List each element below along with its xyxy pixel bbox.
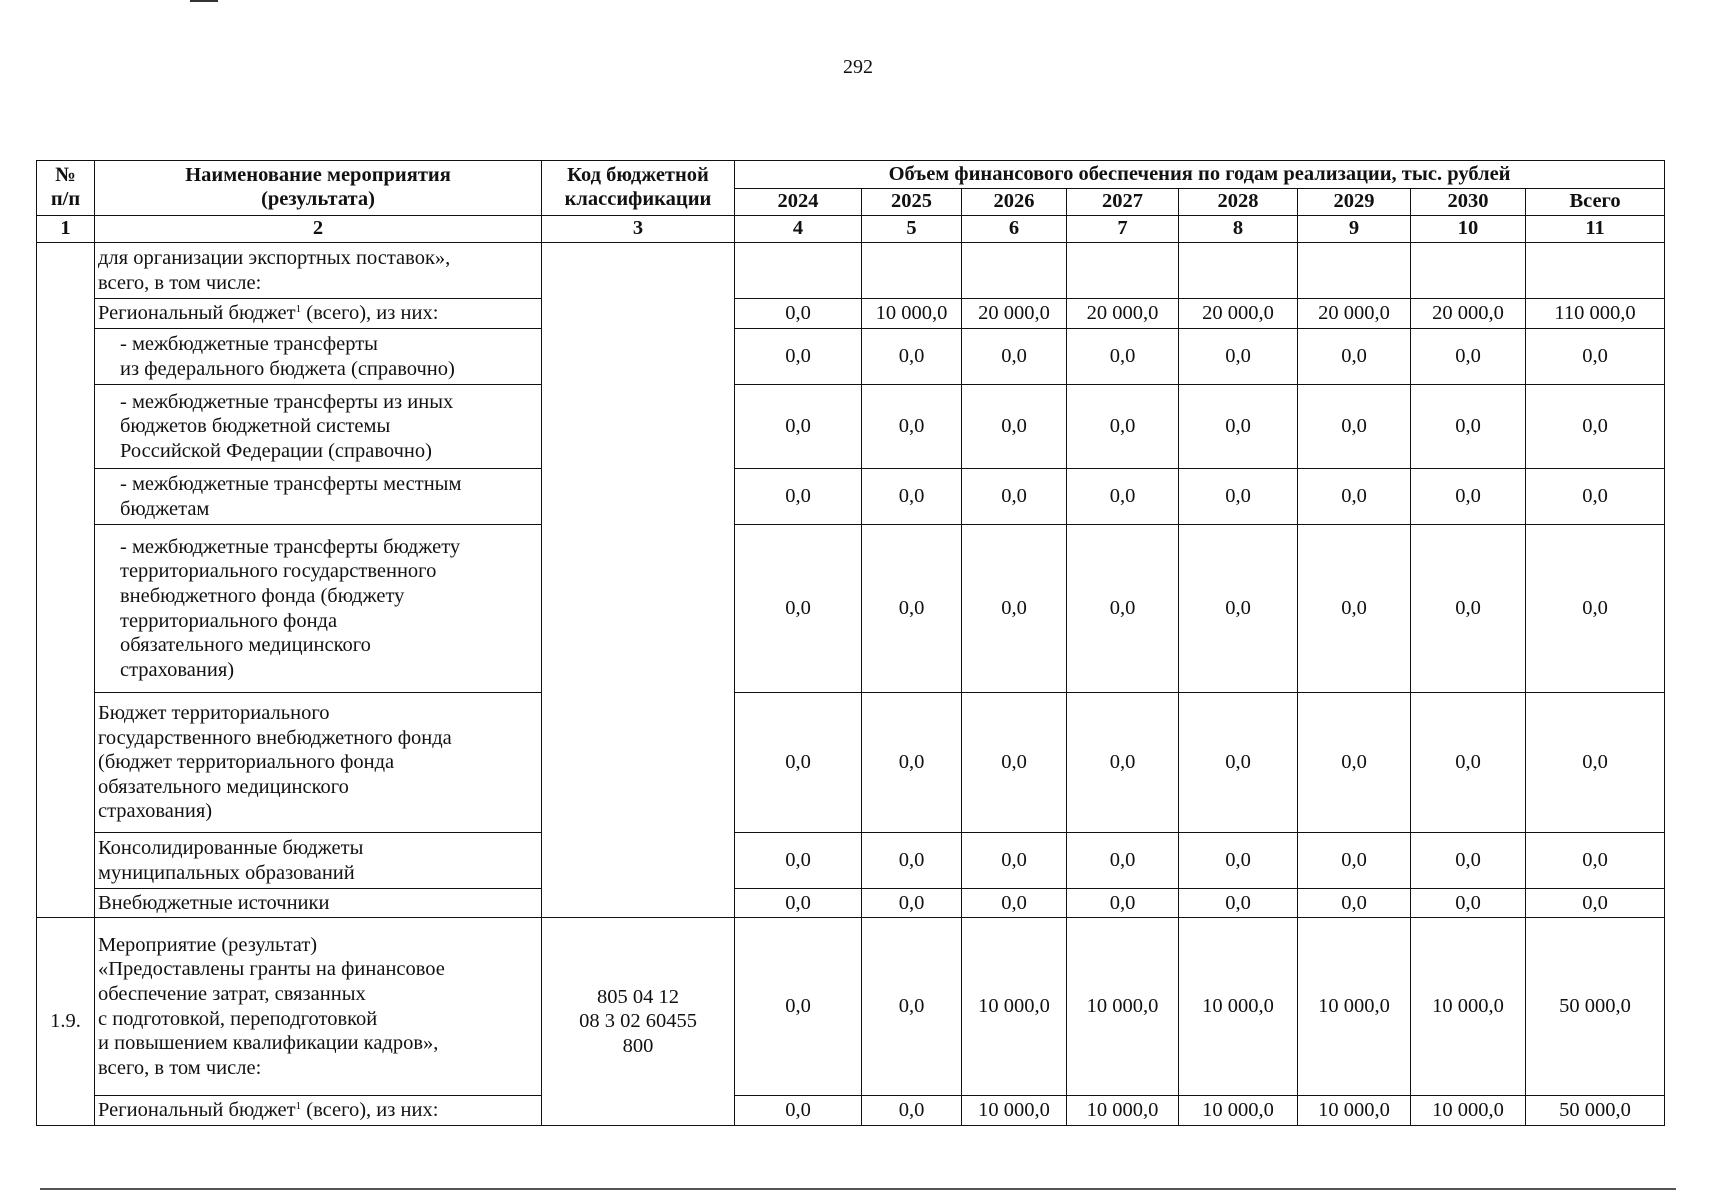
item-name-text: Консолидированные бюджеты муниципальных образований (98, 836, 364, 884)
year-value: 20 000,0 (1298, 299, 1411, 329)
column-number: 3 (542, 216, 735, 243)
header-num (37, 161, 95, 216)
column-number: 8 (1179, 216, 1298, 243)
year-value: 0,0 (862, 918, 962, 1096)
year-value (962, 243, 1067, 299)
year-value: 0,0 (1179, 329, 1298, 385)
year-value: 0,0 (1179, 385, 1298, 469)
year-value: 10 000,0 (1067, 918, 1179, 1096)
table-row (37, 525, 1665, 693)
item-name (95, 1096, 542, 1126)
table-row (37, 385, 1665, 469)
year-value: 0,0 (962, 469, 1067, 525)
item-name (95, 329, 542, 385)
code-cell (542, 243, 735, 918)
year-value: 0,0 (862, 889, 962, 918)
year-value: 0,0 (1411, 469, 1526, 525)
table-row (37, 299, 1665, 329)
scan-artifact (190, 0, 218, 2)
column-number: 7 (1067, 216, 1179, 243)
year-value (862, 243, 962, 299)
header-year: 2026 (962, 189, 1067, 216)
year-value: 0,0 (735, 889, 862, 918)
table-row (37, 918, 1665, 1096)
table-row (37, 329, 1665, 385)
year-value: 20 000,0 (1067, 299, 1179, 329)
year-value: 0,0 (1067, 469, 1179, 525)
item-name-text: для организации экспортных поставок», всего, в том числе: (98, 246, 451, 294)
year-value: 10 000,0 (862, 299, 962, 329)
header-year: 2025 (862, 189, 962, 216)
year-value: 0,0 (962, 525, 1067, 693)
item-name-text: Региональный бюджет (98, 1099, 296, 1122)
header-total: Всего (1526, 189, 1665, 216)
table-header (37, 161, 1665, 243)
column-number: 5 (862, 216, 962, 243)
year-value: 0,0 (962, 693, 1067, 833)
item-name-text: Бюджет территориального государственного внебюджетного фонда (бюджет территориального фонда обязательного медицинского страхования) (98, 702, 452, 823)
column-number: 10 (1411, 216, 1526, 243)
total-value: 0,0 (1526, 329, 1665, 385)
total-value: 0,0 (1526, 833, 1665, 889)
year-value (1298, 243, 1411, 299)
year-value: 10 000,0 (962, 1096, 1067, 1126)
total-value: 0,0 (1526, 889, 1665, 918)
year-value: 0,0 (1067, 385, 1179, 469)
column-number: 11 (1526, 216, 1665, 243)
year-value: 0,0 (1298, 385, 1411, 469)
item-name-text: - межбюджетные трансферты из федерального бюджета (справочно) (120, 332, 455, 380)
table-row (37, 889, 1665, 918)
year-value: 0,0 (735, 693, 862, 833)
year-value: 0,0 (1298, 469, 1411, 525)
year-value: 20 000,0 (1411, 299, 1526, 329)
column-number: 2 (95, 216, 542, 243)
year-value: 0,0 (1411, 889, 1526, 918)
year-value: 10 000,0 (1179, 918, 1298, 1096)
item-name (95, 243, 542, 299)
header-name (95, 161, 542, 216)
year-value: 0,0 (1067, 889, 1179, 918)
item-name-text: Региональный бюджет (98, 302, 296, 325)
year-value: 0,0 (862, 833, 962, 889)
year-value: 0,0 (1179, 693, 1298, 833)
year-value: 0,0 (1411, 693, 1526, 833)
item-name-suffix: (всего), из них: (301, 1099, 439, 1122)
year-value: 0,0 (735, 525, 862, 693)
header-year: 2024 (735, 189, 862, 216)
year-value: 10 000,0 (1411, 918, 1526, 1096)
year-value (1179, 243, 1298, 299)
year-value: 0,0 (862, 385, 962, 469)
year-value: 0,0 (735, 469, 862, 525)
year-value: 10 000,0 (1298, 918, 1411, 1096)
table-body (37, 243, 1665, 1126)
total-value: 50 000,0 (1526, 918, 1665, 1096)
column-number: 1 (37, 216, 95, 243)
footnote-mark: 1 (295, 1100, 302, 1113)
year-value: 0,0 (1411, 329, 1526, 385)
header-code (542, 161, 735, 216)
item-name-text: Мероприятие (результат) «Предоставлены гранты на финансовое обеспечение затрат, связанных с подготовкой, переподготовкой и повышением квалификации кадров», всего, в том числе: (98, 933, 445, 1079)
year-value: 0,0 (1298, 833, 1411, 889)
year-value: 0,0 (1298, 525, 1411, 693)
item-name-text: - межбюджетные трансферты местным бюджетам (120, 472, 462, 520)
year-value: 0,0 (1067, 525, 1179, 693)
header-year: 2030 (1411, 189, 1526, 216)
year-value: 0,0 (1298, 889, 1411, 918)
header-num-label: № п/п (50, 164, 81, 210)
year-value: 10 000,0 (962, 918, 1067, 1096)
item-name-text: Внебюджетные источники (98, 891, 330, 914)
table-row (37, 1096, 1665, 1126)
year-value: 0,0 (735, 1096, 862, 1126)
item-name (95, 525, 542, 693)
table-row (37, 243, 1665, 299)
item-name (95, 299, 542, 329)
year-value: 0,0 (1179, 469, 1298, 525)
header-volume: Объем финансового обеспечения по годам реализации, тыс. рублей (735, 161, 1665, 189)
total-value: 0,0 (1526, 385, 1665, 469)
year-value: 0,0 (1411, 833, 1526, 889)
year-value: 10 000,0 (1411, 1096, 1526, 1126)
year-value: 0,0 (862, 1096, 962, 1126)
year-value: 0,0 (1179, 889, 1298, 918)
num-cell: 1.9. (37, 918, 95, 1126)
item-name (95, 833, 542, 889)
year-value (735, 243, 862, 299)
item-name (95, 385, 542, 469)
year-value: 0,0 (962, 385, 1067, 469)
item-name-suffix: (всего), из них: (301, 302, 439, 325)
total-value: 50 000,0 (1526, 1096, 1665, 1126)
year-value: 0,0 (1298, 693, 1411, 833)
item-name (95, 469, 542, 525)
year-value: 0,0 (1067, 833, 1179, 889)
year-value: 0,0 (1067, 693, 1179, 833)
year-value: 0,0 (1179, 525, 1298, 693)
header-code-label: Код бюджетной классификации (564, 164, 712, 210)
code-cell: 805 04 12 08 3 02 60455 800 (542, 918, 735, 1126)
year-value: 0,0 (862, 525, 962, 693)
header-year: 2029 (1298, 189, 1411, 216)
item-name-text: - межбюджетные трансферты из иных бюджетов бюджетной системы Российской Федерации (справочно) (120, 390, 454, 462)
year-value: 0,0 (1179, 833, 1298, 889)
year-value: 0,0 (1411, 525, 1526, 693)
total-value: 110 000,0 (1526, 299, 1665, 329)
page-edge-line (40, 1188, 1676, 1190)
table-row (37, 693, 1665, 833)
year-value (1411, 243, 1526, 299)
item-name (95, 693, 542, 833)
footnote-mark: 1 (295, 303, 302, 316)
item-name (95, 918, 542, 1096)
header-name-label: Наименование мероприятия (результата) (185, 164, 451, 210)
column-number: 9 (1298, 216, 1411, 243)
column-number: 4 (735, 216, 862, 243)
year-value: 0,0 (735, 299, 862, 329)
column-number: 6 (962, 216, 1067, 243)
total-value: 0,0 (1526, 469, 1665, 525)
year-value: 10 000,0 (1298, 1096, 1411, 1126)
budget-table (36, 160, 1665, 1126)
total-value: 0,0 (1526, 693, 1665, 833)
year-value: 20 000,0 (1179, 299, 1298, 329)
num-cell (37, 243, 95, 918)
year-value: 10 000,0 (1179, 1096, 1298, 1126)
header-year: 2027 (1067, 189, 1179, 216)
year-value: 0,0 (1298, 329, 1411, 385)
year-value: 0,0 (735, 918, 862, 1096)
year-value: 0,0 (962, 329, 1067, 385)
header-year: 2028 (1179, 189, 1298, 216)
year-value: 0,0 (1411, 385, 1526, 469)
year-value: 0,0 (735, 833, 862, 889)
year-value: 0,0 (862, 469, 962, 525)
year-value: 0,0 (862, 693, 962, 833)
year-value: 0,0 (1067, 329, 1179, 385)
table-row (37, 469, 1665, 525)
year-value: 0,0 (735, 385, 862, 469)
year-value (1067, 243, 1179, 299)
table-row (37, 833, 1665, 889)
year-value: 10 000,0 (1067, 1096, 1179, 1126)
year-value: 20 000,0 (962, 299, 1067, 329)
year-value: 0,0 (962, 889, 1067, 918)
item-name-text: - межбюджетные трансферты бюджету территориального государственного внебюджетного фонда (бюджету территориального фонда обязательного медицинского страхования) (120, 535, 461, 681)
total-value (1526, 243, 1665, 299)
year-value: 0,0 (862, 329, 962, 385)
item-name (95, 889, 542, 918)
year-value: 0,0 (735, 329, 862, 385)
year-value: 0,0 (962, 833, 1067, 889)
total-value: 0,0 (1526, 525, 1665, 693)
page-number: 292 (843, 56, 873, 78)
